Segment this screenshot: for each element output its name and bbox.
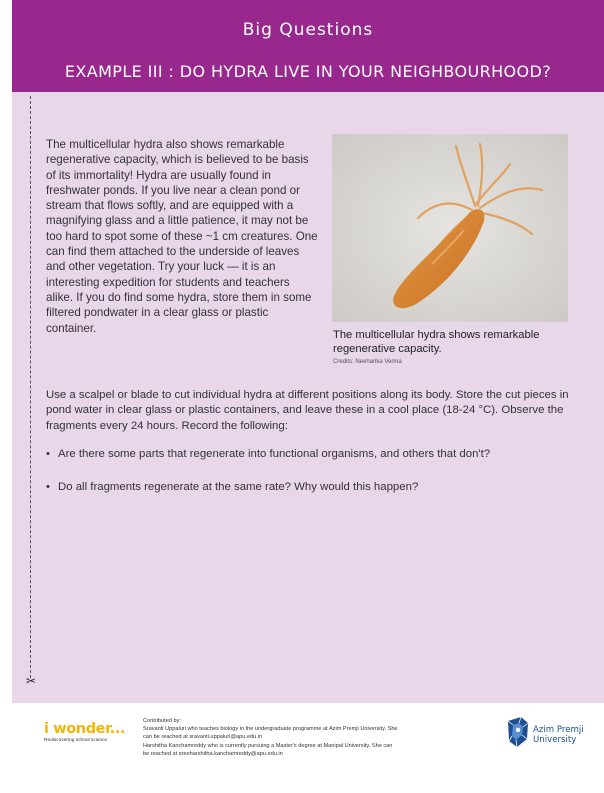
figure-credit: Credits: Neeharika Verma xyxy=(333,359,402,365)
question-item xyxy=(46,447,490,462)
question-text: Do all fragments regenerate at the same rate? Why would this happen? xyxy=(58,481,419,493)
azim-premji-university-logo xyxy=(505,715,585,751)
iwonder-logo-word: i wonder... xyxy=(44,721,126,737)
contributors-line: Contributed by: xyxy=(143,718,181,724)
cut-line-divider xyxy=(30,96,31,678)
question-item xyxy=(46,480,418,495)
contributors-line: be reached at sreeharshitha.kanchamreddy@apu.edu.in xyxy=(143,750,283,757)
series-label: Big Questions xyxy=(242,20,374,40)
hydra-photo xyxy=(332,134,568,322)
bullet-icon: • xyxy=(46,448,50,460)
contributors-credit xyxy=(143,717,495,758)
iwonder-logo xyxy=(44,721,126,751)
figure-caption: The multicellular hydra shows remarkable regenerative capacity. xyxy=(333,329,540,355)
procedure-paragraph: Use a scalpel or blade to cut individual hydra at different positions along its body. Store the cut pieces in pond water in clear glass or plastic containers, and leave these in a cool place (18-24 °C). Observe the fragments every 24 hours. Record the following: xyxy=(46,389,569,432)
university-emblem-icon xyxy=(505,715,531,749)
intro-paragraph: The multicellular hydra also shows remarkable regenerative capacity, which is believed to be basis of its immortality! Hydra are usually found in freshwater ponds. If you live near a clean pond or stream that flows softly, and are equipped with a magnifying glass and a little patience, it may not be too hard to spot some of these ~1 cm creatures. One can find them attached to the underside of leaves and other vegetation. Try your luck — it is an interesting expedition for students and teachers alike. If you do find some hydra, store them in some filtered pondwater in a clear glass or plastic container. xyxy=(46,138,318,335)
bullet-icon: • xyxy=(46,481,50,493)
iwonder-logo-tagline: Rediscovering school science xyxy=(44,738,108,743)
question-text: Are there some parts that regenerate into functional organisms, and others that don't? xyxy=(58,448,491,460)
university-name-line: Azim Premji xyxy=(533,725,584,735)
page-title: EXAMPLE III : DO HYDRA LIVE IN YOUR NEIGHBOURHOOD? xyxy=(64,62,552,81)
header-banner xyxy=(12,0,604,92)
university-name-line: University xyxy=(533,734,577,745)
contributors-line: can be reached at sravanti.uppaluri@apu.edu.in xyxy=(143,734,263,741)
scissors-icon: ✂ xyxy=(25,674,37,688)
contributors-line: Sravanti Uppaluri who teaches biology in the undergraduate programme at Azim Premji University. She xyxy=(143,726,398,733)
university-name xyxy=(533,726,584,745)
contributors-line: Harshitha Kanchamreddy who is currently pursuing a Master's degree at Manipal University. She can xyxy=(143,742,393,749)
